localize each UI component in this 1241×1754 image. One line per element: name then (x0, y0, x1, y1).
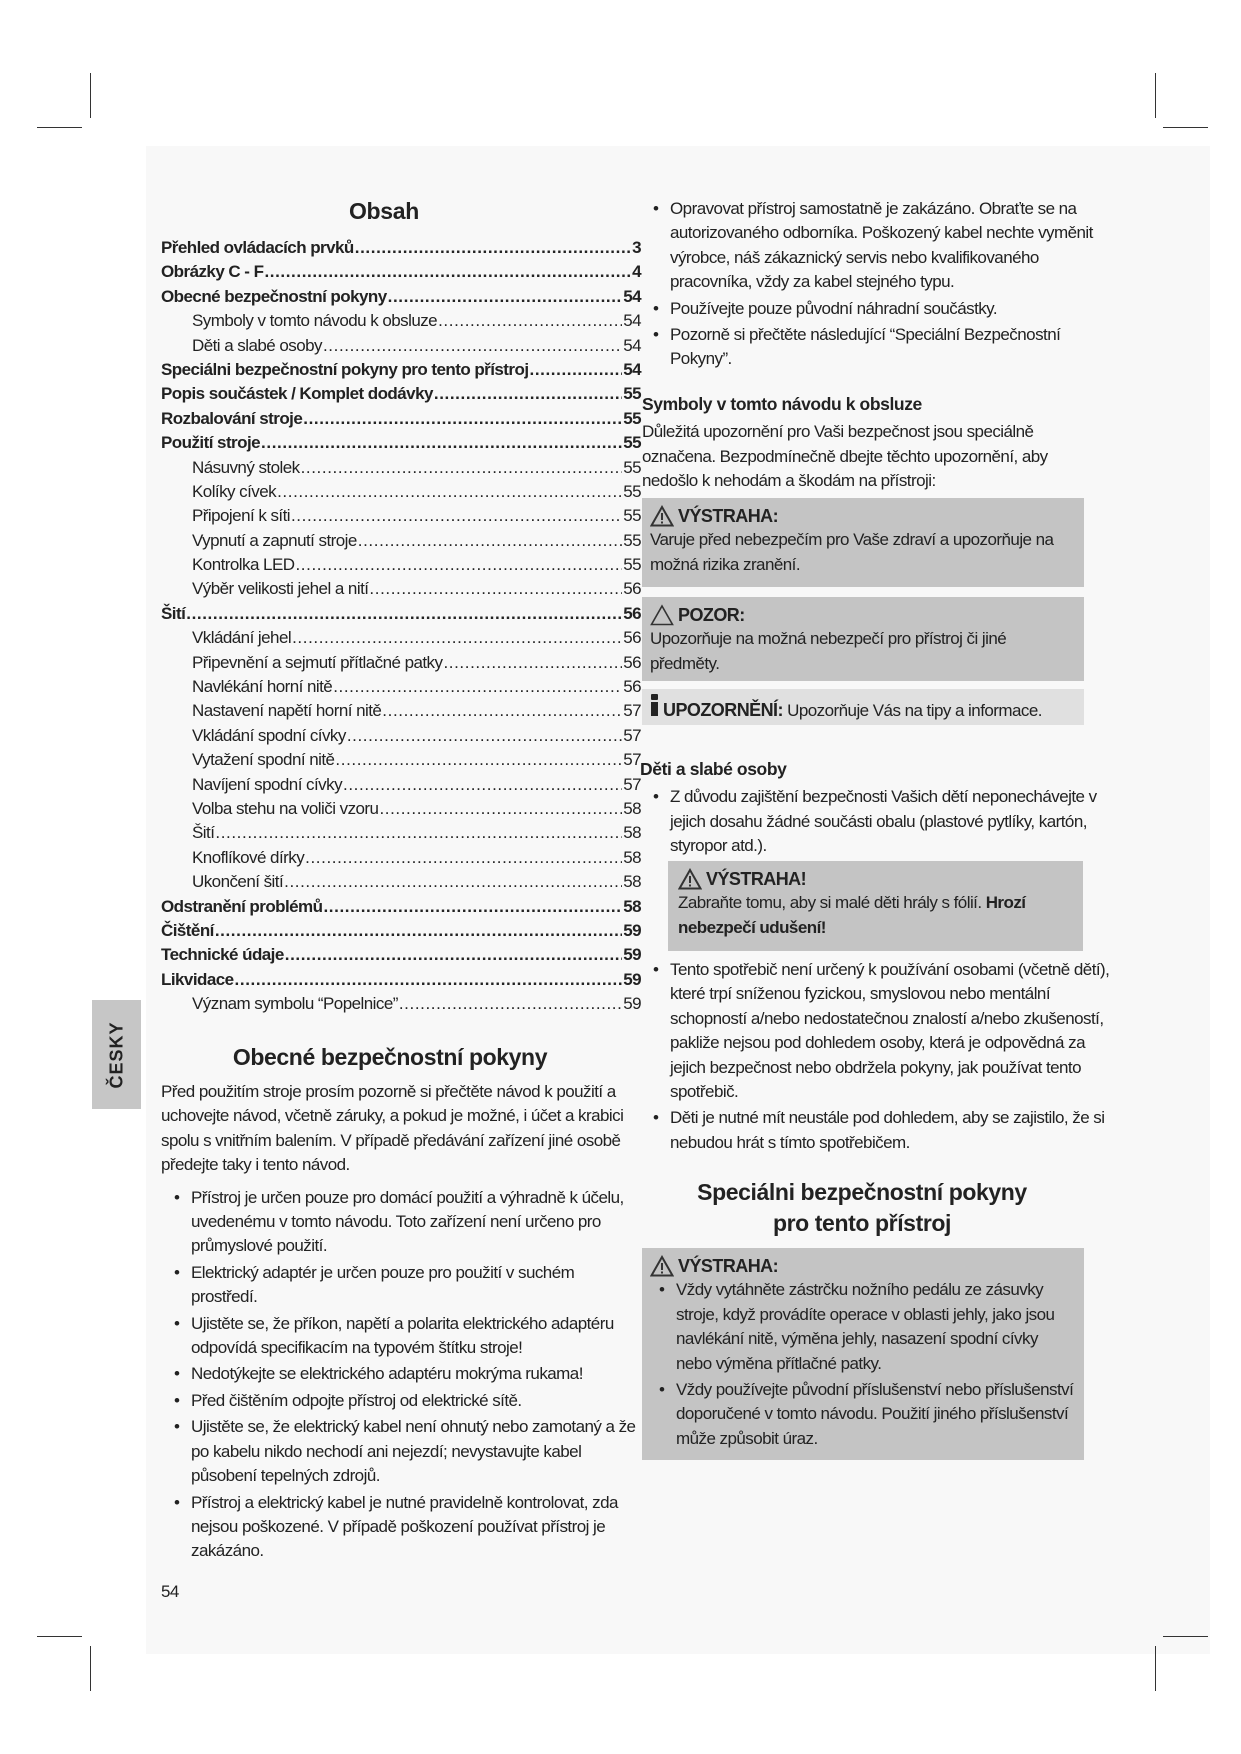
toc-entry[interactable] (161, 309, 641, 333)
special-safety-heading-line2: pro tento přístroj (772, 1210, 952, 1236)
toc-leader-dots (399, 992, 622, 1016)
toc-entry-page: 54 (623, 335, 641, 355)
toc-leader-dots (292, 626, 622, 650)
toc-leader-dots (285, 943, 622, 967)
list-item: • Před čištěním odpojte přístroj od elektrické sítě. (161, 1389, 641, 1413)
toc-leader-dots (323, 334, 622, 358)
toc-leader-dots (284, 870, 622, 894)
warning-triangle-icon (650, 1255, 674, 1277)
toc-entry-page: 55 (623, 433, 641, 453)
toc-entry[interactable] (161, 407, 641, 431)
toc-entry-page: 55 (623, 506, 641, 526)
toc-entry-page: 54 (623, 311, 641, 331)
symbols-section (642, 392, 1092, 494)
toc-entry-label: Výběr velikosti jehel a nití (192, 579, 369, 599)
list-item: • Tento spotřebič není určený k používání osobami (včetně dětí), které trpí sníženou fyzickou, smyslovou nebo mentální schopností a/nebo nedostatečnou znalostí a/nebo zkušeností, pakliže nejsou pod dohledem osoby, která je odpovědná za jejich bezpečnost nebo obdržela pokyny, jak používat tento spotřebič. (640, 958, 1118, 1104)
toc-entry-page: 59 (623, 994, 641, 1014)
toc-entry[interactable] (161, 431, 641, 455)
children-section (640, 757, 1110, 861)
toc-entry-label: Symboly v tomto návodu k obsluze (192, 311, 438, 331)
crop-mark (37, 1636, 82, 1637)
crop-mark (1163, 127, 1208, 128)
toc-entry[interactable] (161, 846, 641, 870)
children-list (640, 958, 1118, 1155)
toc-leader-dots (235, 968, 623, 992)
toc-leader-dots (358, 529, 622, 553)
caution-triangle-icon (650, 604, 674, 626)
toc-leader-dots (530, 358, 623, 382)
toc-entry[interactable] (161, 821, 641, 845)
list-item: • Přístroj je určen pouze pro domácí použití a výhradně k účelu, uvedenému v tomto návodu. Toto zařízení není určeno pro průmyslové použití. (161, 1186, 641, 1259)
table-of-contents (161, 236, 641, 1017)
toc-entry-label: Likvidace (161, 969, 234, 989)
toc-entry-label: Knoflíkové dírky (192, 847, 305, 867)
toc-entry[interactable] (161, 358, 641, 382)
toc-leader-dots (323, 895, 622, 919)
toc-leader-dots (388, 285, 623, 309)
toc-entry-label: Volba stehu na voliči vzoru (192, 798, 379, 818)
toc-entry-label: Vytažení spodní nitě (192, 750, 335, 770)
toc-leader-dots (382, 699, 622, 723)
list-item: • Ujistěte se, že elektrický kabel není ohnutý nebo zamotaný a že po kabelu nikdo nechodí ani nejezdí; nevystavujte kabel působení tepelných zdrojů. (161, 1415, 641, 1488)
children-heading: Děti a slabé osoby (640, 759, 787, 779)
toc-entry-page: 55 (623, 457, 641, 477)
toc-entry-page: 58 (623, 798, 641, 818)
toc-entry-page: 58 (623, 896, 641, 916)
special-safety-heading (640, 1177, 1084, 1239)
toc-entry-page: 55 (623, 530, 641, 550)
toc-entry[interactable] (161, 577, 641, 601)
toc-entry-label: Kolíky cívek (192, 481, 277, 501)
toc-entry-label: Technické údaje (161, 945, 284, 965)
toc-leader-dots (333, 675, 622, 699)
general-safety-section (161, 1080, 641, 1566)
special-warning-box (642, 1248, 1084, 1460)
toc-leader-dots (277, 480, 622, 504)
toc-leader-dots (343, 773, 622, 797)
toc-entry[interactable] (161, 236, 641, 260)
toc-entry[interactable] (161, 480, 641, 504)
list-item: • Opravovat přístroj samostatně je zakázáno. Obraťte se na autorizovaného odborníka. Poškozený kabel nechte vyměnit výrobce, náš zákaznický servis nebo kvalifikovaného pracovníka, vždy za kabel stejného typu. (640, 197, 1110, 295)
toc-entry-label: Čištění (161, 920, 214, 940)
toc-entry-page: 59 (623, 969, 641, 989)
list-item: • Elektrický adaptér je určen pouze pro použití v suchém prostředí. (161, 1261, 641, 1310)
crop-mark (1163, 1636, 1208, 1637)
toc-entry-label: Přehled ovládacích prvků (161, 238, 354, 257)
toc-leader-dots (369, 577, 622, 601)
special-warning-heading (650, 1254, 1076, 1278)
toc-entry[interactable] (161, 748, 641, 772)
children-warning-label: VÝSTRAHA! (706, 869, 807, 889)
toc-entry-page: 55 (623, 555, 641, 575)
toc-entry[interactable] (161, 553, 641, 577)
caution-text: Upozorňuje na možná nebezpečí pro přístroj či jiné předměty. (650, 629, 1007, 673)
toc-entry-page: 57 (623, 725, 641, 745)
children-warning-bold: Hrozí nebezpečí udušení! (678, 893, 1026, 937)
children-warning-heading (678, 867, 1075, 891)
toc-leader-dots (347, 724, 622, 748)
toc-entry-label: Vypnutí a zapnutí stroje (192, 530, 357, 550)
symbols-heading: Symboly v tomto návodu k obsluze (642, 394, 922, 414)
children-warning-plain: Zabraňte tomu, aby si malé děti hrály s fólií. (678, 893, 986, 913)
crop-mark (37, 127, 82, 128)
list-item: • Vždy vytáhněte zástrčku nožního pedálu ze zásuvky stroje, když provádíte operace v oblasti jehly, jako jsou navlékání nitě, výměna jehly, nasazení spodní cívky nebo výměna přítlačné patky. (646, 1278, 1076, 1376)
toc-entry-label: Ukončení šití (192, 872, 284, 892)
note-text: Upozorňuje Vás na tipy a informace. (787, 701, 1042, 720)
toc-entry[interactable] (161, 651, 641, 675)
general-safety-list (161, 1186, 641, 1564)
toc-leader-dots (438, 309, 622, 333)
toc-entry-page: 56 (623, 579, 641, 599)
children-warning-text (678, 891, 1075, 940)
toc-entry-label: Nastavení napětí horní nitě (192, 701, 382, 721)
toc-entry[interactable] (161, 870, 641, 894)
list-item: • Nedotýkejte se elektrického adaptéru mokrýma rukama! (161, 1362, 641, 1386)
toc-entry-page: 55 (623, 481, 641, 501)
toc-entry[interactable] (161, 943, 641, 967)
toc-entry-page: 56 (623, 603, 641, 623)
toc-leader-dots (186, 602, 622, 626)
toc-entry-page: 57 (623, 701, 641, 721)
toc-entry-page: 58 (623, 847, 641, 867)
crop-mark (90, 73, 91, 118)
toc-entry-label: Šití (192, 823, 215, 843)
toc-entry-label: Obecné bezpečnostní pokyny (161, 286, 387, 306)
toc-entry-page: 55 (623, 408, 641, 428)
note-label: UPOZORNĚNÍ: (663, 700, 783, 720)
toc-entry[interactable] (161, 260, 641, 284)
toc-entry-page: 3 (632, 238, 641, 257)
toc-leader-dots (295, 553, 622, 577)
list-item: • Z důvodu zajištění bezpečnosti Vašich dětí neponechávejte v jejich dosahu žádné součásti obalu (plastové pytlíky, kartón, styropor atd.). (640, 785, 1110, 858)
toc-entry-page: 4 (632, 262, 641, 282)
toc-entry[interactable] (161, 724, 641, 748)
toc-entry[interactable] (161, 773, 641, 797)
note-box (642, 689, 1084, 725)
toc-entry-label: Použití stroje (161, 433, 261, 453)
caution-label: POZOR: (678, 605, 745, 625)
toc-entry-label: Šití (161, 603, 186, 623)
toc-entry-label: Rozbalování stroje (161, 408, 303, 428)
warning-triangle-icon (678, 868, 702, 890)
warning-text: Varuje před nebezpečím pro Vaše zdraví a upozorňuje na možná rizika zranění. (650, 530, 1054, 574)
toc-leader-dots (355, 236, 631, 260)
toc-entry-label: Vkládání jehel (192, 628, 292, 648)
toc-entry-page: 54 (623, 286, 641, 306)
toc-leader-dots (434, 382, 622, 406)
toc-entry-label: Odstranění problémů (161, 896, 323, 916)
toc-leader-dots (305, 846, 622, 870)
special-safety-heading-line1: Speciálni bezpečnostní pokyny (697, 1179, 1027, 1205)
toc-entry-label: Připevnění a sejmutí přítlačné patky (192, 652, 443, 672)
toc-entry-page: 58 (623, 823, 641, 843)
toc-entry[interactable] (161, 602, 641, 626)
toc-entry-label: Speciálni bezpečnostní pokyny pro tento přístroj (161, 359, 529, 379)
general-safety-intro: Před použitím stroje prosím pozorně si přečtěte návod k použití a uchovejte návod, včetně záruky, a pokud je možné, i účet a krabici spolu s vnitřním balením. V případě předávání zařízení jiné osobě předejte taky i tento návod. (161, 1082, 624, 1175)
toc-leader-dots (301, 456, 623, 480)
toc-entry[interactable] (161, 919, 641, 943)
toc-entry-page: 56 (623, 652, 641, 672)
toc-leader-dots (261, 431, 622, 455)
caution-heading (650, 603, 1076, 627)
language-tab (92, 1000, 141, 1109)
toc-entry[interactable] (161, 456, 641, 480)
toc-entry[interactable] (161, 675, 641, 699)
symbols-intro: Důležitá upozornění pro Vaši bezpečnost jsou speciálně označena. Bezpodmínečně dbejte těchto upozornění, aby nedošlo k nehodám a škodám na přístroji: (642, 422, 1048, 491)
toc-entry[interactable] (161, 968, 641, 992)
toc-entry-page: 58 (623, 872, 641, 892)
list-item: • Pozorně si přečtěte následující “Speciální Bezpečnostní Pokyny”. (640, 323, 1110, 372)
toc-entry-label: Připojení k síti (192, 506, 290, 526)
toc-leader-dots (443, 651, 622, 675)
toc-entry[interactable] (161, 797, 641, 821)
toc-entry[interactable] (161, 285, 641, 309)
toc-entry-page: 57 (623, 750, 641, 770)
warning-triangle-icon (650, 505, 674, 527)
language-tab-label: ČESKY (106, 1020, 126, 1089)
list-item: • Děti je nutné mít neustále pod dohledem, aby se zajistilo, že si nebudou hrát s tímto spotřebičem. (640, 1106, 1118, 1155)
toc-entry-page: 56 (623, 677, 641, 697)
toc-entry-label: Význam symbolu “Popelnice” (192, 994, 398, 1014)
toc-entry[interactable] (161, 504, 641, 528)
toc-leader-dots (335, 748, 622, 772)
toc-entry[interactable] (161, 529, 641, 553)
general-safety-heading: Obecné bezpečnostní pokyny (232, 1044, 548, 1070)
special-warning-list (646, 1278, 1076, 1451)
toc-leader-dots (264, 260, 631, 284)
toc-entry-page: 59 (623, 920, 641, 940)
general-safety-continued (640, 197, 1110, 374)
toc-entry-label: Navíjení spodní cívky (192, 774, 343, 794)
toc-entry-label: Násuvný stolek (192, 457, 300, 477)
warning-label: VÝSTRAHA: (678, 506, 779, 526)
toc-leader-dots (215, 821, 622, 845)
crop-mark (1155, 1646, 1156, 1691)
toc-entry-label: Navlékání horní nitě (192, 677, 333, 697)
toc-leader-dots (291, 504, 622, 528)
toc-entry[interactable] (161, 895, 641, 919)
toc-leader-dots (215, 919, 622, 943)
list-item: • Používejte pouze původní náhradní součástky. (640, 297, 1110, 321)
toc-entry[interactable] (161, 699, 641, 723)
toc-entry-label: Obrázky C - F (161, 262, 264, 282)
warning-heading (650, 504, 1076, 528)
toc-entry-label: Popis součástek / Komplet dodávky (161, 384, 433, 404)
children-warning-box (668, 861, 1083, 951)
toc-entry-page: 59 (623, 945, 641, 965)
caution-box (642, 597, 1084, 681)
toc-entry-label: Vkládání spodní cívky (192, 725, 346, 745)
children-section-continued (640, 958, 1118, 1157)
list-item: • Ujistěte se, že příkon, napětí a polarita elektrického adaptéru odpovídá specifikacím na typovém štítku stroje! (161, 1312, 641, 1361)
toc-title: Obsah (348, 198, 420, 224)
toc-entry[interactable] (161, 992, 641, 1016)
toc-entry[interactable] (161, 334, 641, 358)
special-warning-label: VÝSTRAHA: (678, 1256, 779, 1276)
general-safety-list-continued (640, 197, 1110, 372)
list-item: • Přístroj a elektrický kabel je nutné pravidelně kontrolovat, zda nejsou poškozené. V případě poškození používat přístroj je zakázáno. (161, 1491, 641, 1564)
toc-leader-dots (379, 797, 622, 821)
toc-entry-label: Kontrolka LED (192, 555, 295, 575)
info-icon (650, 694, 659, 716)
toc-entry-page: 54 (623, 359, 641, 379)
page-number: 54 (161, 1582, 179, 1601)
toc-leader-dots (303, 407, 622, 431)
toc-entry-label: Děti a slabé osoby (192, 335, 322, 355)
toc-entry[interactable] (161, 626, 641, 650)
crop-mark (90, 1646, 91, 1691)
warning-box (642, 498, 1084, 587)
toc-entry-page: 57 (623, 774, 641, 794)
toc-entry-page: 55 (623, 384, 641, 404)
crop-mark (1155, 73, 1156, 118)
toc-entry-page: 56 (623, 628, 641, 648)
list-item: • Vždy používejte původní příslušenství nebo příslušenství doporučené v tomto návodu. Použití jiného příslušenství může způsobit úraz. (646, 1378, 1076, 1451)
toc-entry[interactable] (161, 382, 641, 406)
